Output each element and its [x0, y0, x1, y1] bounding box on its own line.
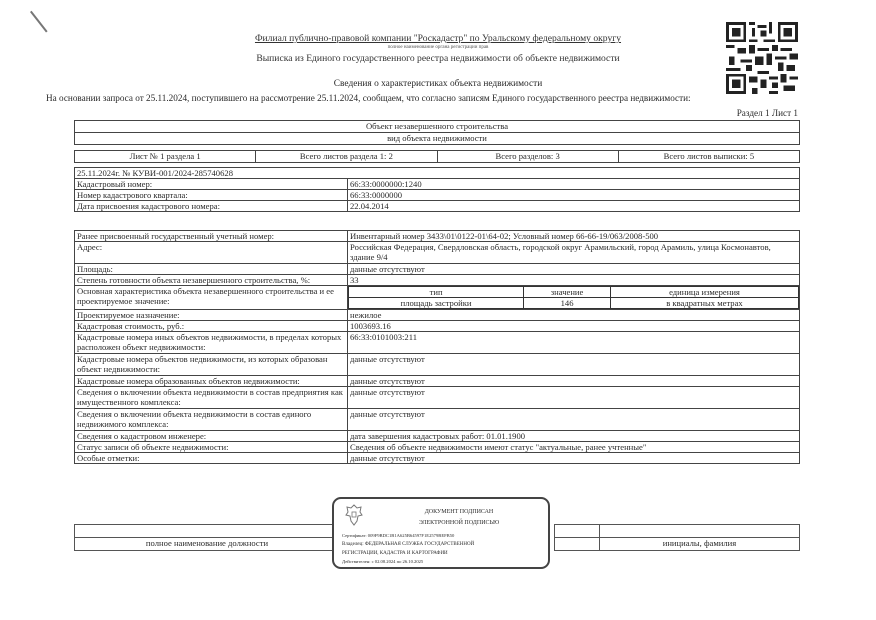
assignment-date: 22.04.2014: [348, 201, 800, 212]
characteristic-type: площадь застройки: [349, 298, 524, 309]
row-label: Проектируемое назначение:: [75, 310, 348, 321]
stamp-owner-line-1: Владелец: ФЕДЕРАЛЬНАЯ СЛУЖБА ГОСУДАРСТВЕННОЙ: [342, 542, 475, 547]
row-label: Кадастровые номера образованных объектов недвижимости:: [75, 376, 348, 387]
sections-total: Всего разделов: 3: [437, 151, 618, 163]
row-label: Адрес:: [75, 242, 348, 264]
object-type: Объект незавершенного строительства: [75, 121, 800, 133]
row-label: Кадастровый номер:: [75, 179, 348, 190]
table-row: [75, 190, 800, 201]
position-caption: полное наименование должности: [75, 538, 340, 551]
table-row: [75, 431, 800, 442]
row-label: Кадастровые номера объектов недвижимости, из которых образован объект недвижимости:: [75, 354, 348, 376]
organization-caption: полное наименование органа регистрации прав: [387, 45, 489, 50]
row-value: дата завершения кадастровых работ: 01.01.1900: [348, 431, 800, 442]
row-label: Ранее присвоенный государственный учетный номер:: [75, 231, 348, 242]
table-row: [75, 242, 800, 264]
row-label: Дата присвоения кадастрового номера:: [75, 201, 348, 212]
table-row: [75, 453, 800, 464]
row-value: данные отсутствуют: [348, 409, 800, 431]
object-type-table: [74, 120, 800, 145]
table-row: [75, 354, 800, 376]
characteristics-table: [74, 230, 800, 464]
row-label: Сведения о кадастровом инженере:: [75, 431, 348, 442]
table-row: [75, 264, 800, 275]
cadastral-info-table: [74, 167, 800, 212]
coat-of-arms-icon: [344, 503, 364, 527]
table-row: [75, 332, 800, 354]
row-value: данные отсутствуют: [348, 453, 800, 464]
table-row: [75, 321, 800, 332]
address-value: Российская Федерация, Свердловская область, городской округ Арамильский, город Арамиль, улица Космонавтов, здание 9/4: [348, 242, 800, 264]
row-label: Сведения о включении объекта недвижимости в состав единого недвижимого комплекса:: [75, 409, 348, 431]
section-sheets-total: Всего листов раздела 1: 2: [256, 151, 437, 163]
row-label: Сведения о включении объекта недвижимости в состав предприятия как имущественного комплекса:: [75, 387, 348, 409]
table-row: [75, 442, 800, 453]
table-row: [75, 201, 800, 212]
section-title: Сведения о характеристиках объекта недвижимости: [333, 79, 543, 89]
table-row: [75, 310, 800, 321]
table-row: [75, 286, 800, 310]
sheet-number: Лист № 1 раздела 1: [75, 151, 256, 163]
row-value: данные отсутствуют: [348, 376, 800, 387]
stamp-certificate: Сертификат: 009F9BDC1B1A625B64597F1E2579BEFB50: [342, 533, 455, 538]
row-label: Степень готовности объекта незавершенного строительства, %:: [75, 275, 348, 286]
subtable-header: значение: [524, 287, 611, 298]
row-label: Основная характеристика объекта незавершенного строительства и ее проектируемое значение:: [75, 286, 348, 310]
row-label: Кадастровые номера иных объектов недвижимости, в пределах которых расположен объект недвижимости:: [75, 332, 348, 354]
table-row: [75, 409, 800, 431]
row-value: данные отсутствуют: [348, 354, 800, 376]
extract-sheets-total: Всего листов выписки: 5: [618, 151, 799, 163]
readiness-value: 33: [348, 275, 800, 286]
row-label: Площадь:: [75, 264, 348, 275]
row-label: Кадастровая стоимость, руб.:: [75, 321, 348, 332]
request-number: 25.11.2024г. № КУВИ-001/2024-285740628: [75, 168, 800, 179]
request-basis-text: На основании запроса от 25.11.2024, поступившего на рассмотрение 25.11.2024, сообщаем, что согласно записям Единого государственного реестра недвижимости:: [46, 93, 691, 103]
characteristic-unit: в квадратных метрах: [610, 298, 798, 309]
scan-artifact-mark: [30, 11, 48, 33]
cadastral-value: 1003693.16: [348, 321, 800, 332]
table-row: [75, 376, 800, 387]
record-status: Сведения об объекте недвижимости имеют статус "актуальные, ранее учтенные": [348, 442, 800, 453]
table-row: [75, 231, 800, 242]
object-type-caption: вид объекта недвижимости: [75, 133, 800, 145]
row-label: Особые отметки:: [75, 453, 348, 464]
subtable-header: тип: [349, 287, 524, 298]
table-row: [75, 275, 800, 286]
electronic-signature-stamp: [332, 497, 550, 569]
organization-name: Филиал публично-правовой компании "Роскадастр" по Уральскому федеральному округу: [254, 33, 622, 44]
row-value: данные отсутствуют: [348, 264, 800, 275]
section-sheet-label: Раздел 1 Лист 1: [736, 108, 798, 118]
document-title: Выписка из Единого государственного реестра недвижимости об объекте недвижимости: [256, 53, 620, 64]
row-value: 66:33:0101003:211: [348, 332, 800, 354]
row-label: Статус записи об объекте недвижимости:: [75, 442, 348, 453]
row-label: Номер кадастрового квартала:: [75, 190, 348, 201]
table-row: [75, 179, 800, 190]
stamp-validity: Действителен: с 02.08.2024 по 26.10.2025: [342, 559, 424, 564]
name-caption: инициалы, фамилия: [600, 538, 800, 551]
cadastral-number: 66:33:0000000:1240: [348, 179, 800, 190]
stamp-owner-line-2: РЕГИСТРАЦИИ, КАДАСТРА И КАРТОГРАФИИ: [342, 551, 448, 556]
table-row: [75, 387, 800, 409]
subtable-header: единица измерения: [610, 287, 798, 298]
stamp-line-2: ЭЛЕКТРОННОЙ ПОДПИСЬЮ: [418, 520, 500, 526]
characteristic-subtable: [348, 286, 799, 309]
sheets-table: [74, 150, 800, 163]
characteristic-value: 146: [524, 298, 611, 309]
row-value: нежилое: [348, 310, 800, 321]
stamp-line-1: ДОКУМЕНТ ПОДПИСАН: [424, 509, 494, 515]
row-value: данные отсутствуют: [348, 387, 800, 409]
cadastral-quarter: 66:33:0000000: [348, 190, 800, 201]
row-value: Инвентарный номер 3433\01\0122-01\64-02; Условный номер 66-66-19/063/2008-500: [348, 231, 800, 242]
